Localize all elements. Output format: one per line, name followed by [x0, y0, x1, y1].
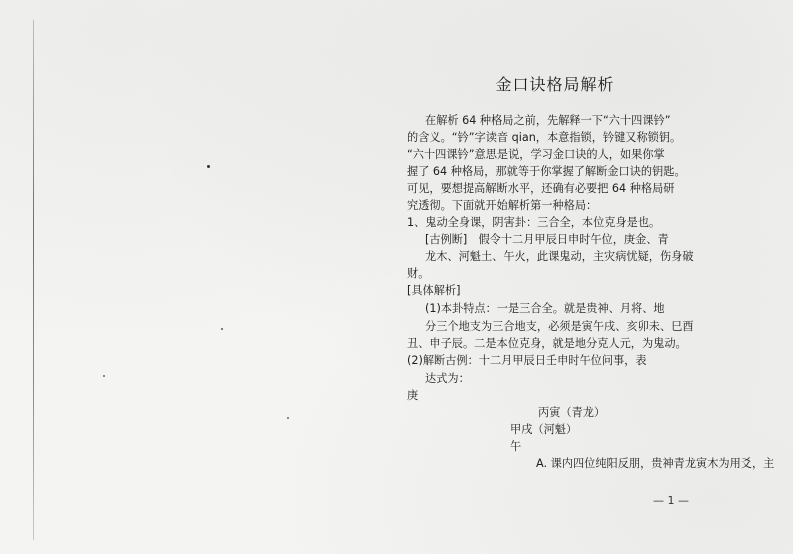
formula-line: 丙寅（青龙） [538, 406, 606, 419]
section-heading: 1、鬼动全身课，阴害卦：三合全，本位克身是也。 [407, 216, 661, 229]
formula-line: 庚 [407, 389, 419, 402]
scan-speck [221, 328, 223, 330]
body-line: (1)本卦特点：一是三合全。就是贵神、月将、地 [425, 302, 665, 315]
scan-speck [103, 375, 105, 377]
body-line: (2)解断古例：十二月甲辰日壬申时午位问事，表 [407, 354, 647, 367]
book-spine-shadow [33, 20, 34, 540]
subsection-heading: [具体解析] [407, 284, 461, 297]
scan-speck [207, 165, 210, 168]
body-line: 握了 64 种格局，那就等于你掌握了解断金口诀的钥匙。 [407, 165, 686, 178]
scan-speck [287, 417, 289, 419]
body-line: “六十四课钤”意思是说，学习金口诀的人，如果你掌 [407, 148, 665, 161]
body-line: 在解析 64 种格局之前，先解释一下“六十四课钤” [425, 114, 671, 127]
body-line: 可见，要想提高解断水平，还确有必要把 64 种格局研 [407, 182, 675, 195]
body-line: A. 课内四位纯阳反朋，贵神青龙寅木为用爻，主 [536, 457, 775, 470]
formula-line: 甲戌（河魁） [510, 423, 578, 436]
body-line: 龙木、河魁土、午火，此课鬼动，主灾病忧疑，伤身破 [425, 250, 694, 263]
body-line: 财。 [407, 267, 430, 280]
body-line: 达式为： [425, 372, 470, 385]
body-line: 的含义。“钤”字读音 qian，本意指锁，钤键又称锁钥。 [407, 131, 682, 144]
body-line: 究透彻。下面就开始解析第一种格局： [407, 199, 598, 212]
body-line: 丑、申子辰。二是本位克身，就是地分克人元，为鬼动。 [407, 337, 687, 350]
body-line: [古例断] 假令十二月甲辰日申时午位，庚金、青 [425, 233, 669, 246]
formula-line: 午 [510, 440, 522, 453]
page-number: — 1 — [653, 494, 689, 507]
page-title: 金口诀格局解析 [495, 75, 615, 94]
body-line: 分三个地支为三合地支，必须是寅午戌、亥卯未、巳酉 [425, 320, 694, 333]
